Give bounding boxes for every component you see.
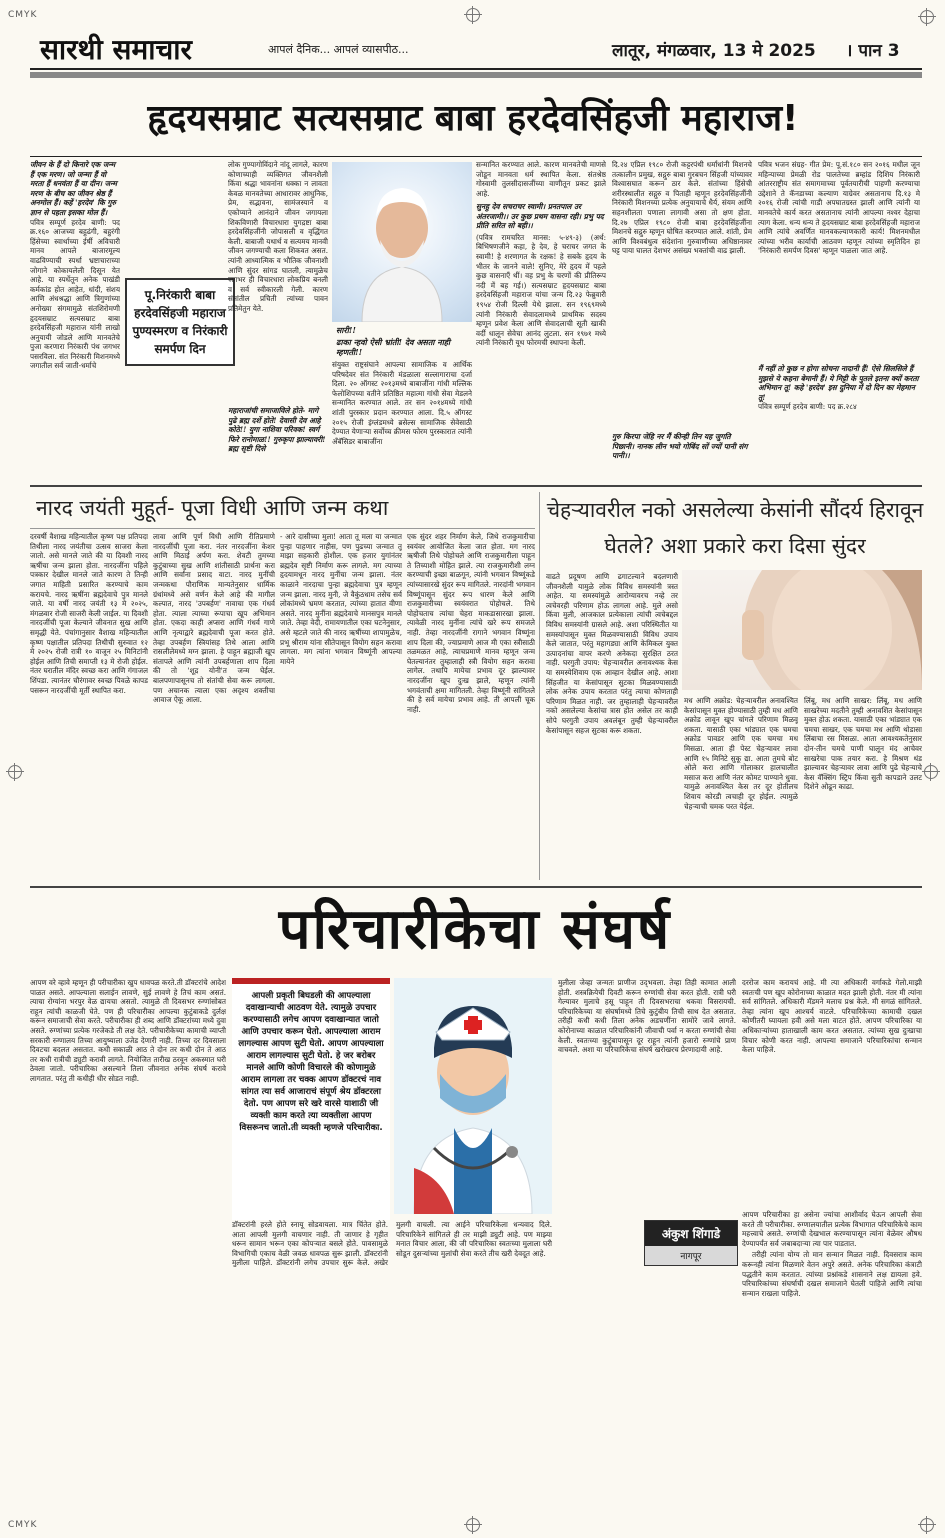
article1-col1-poem: जीवन के हैं दो किनारे एक जन्म हैं एक मरण। जो जन्मा हैं वो मरता हैं धनवंता हैं या दीन। जन्म मरण के बीच का जीवन श्रेष्ठ हैं अनमोल हैं। कहें 'हरदेव' कि गुरु ज्ञान से पहता इसका मोल हैं। — [30, 160, 117, 217]
article2-col2: लावा आणि पूर्ण विधी आणि रीतिप्रमाणे नारदजींची पूजा करा. नंतर नारदजींना केशर आणि मिठाई अर्पण करा. शेवटी तुमच्या कुटुंबाच्या सुख आणि शांतीसाठी प्रार्थना करा आणि सर्वांना प्रसाद वाटा. नारद मुनींची जन्मकथा पौराणिक मान्यतेनुसार धार्मिक ग्रंथांमध्ये असे वर्णन केले आहे की मागील कल्पात, नारद 'उपबर्हण' नावाचा एक गंधर्व होता. त्याला त्याच्या रूपाचा खूप अभिमान होता. एकदा काही अप्सरा आणि गंधर्व गाणे आणि नृत्याद्वारे ब्रह्मदेवाची पूजा करत होते. तेव्हा उपबर्हण स्त्रियांसह तिथे आला आणि रासलीलेमध्ये मग्न झाला. हे पाहून ब्रह्माजी खूप संतापले आणि त्यांनी उपबर्हणाला शाप दिला की तो 'शूद्र योनी'त जन्म घेईल. बालपणापासूनच तो संतांची सेवा करू लागला. पण अचानक त्याला एका अदृश्य शक्तीचा आवाज ऐकू आला. — [153, 532, 275, 705]
article4-col2: डॉक्टरांनी हरले होते स्नायू सोडवायला. मात्र चिंतेत होते. आता आपली मुलगी वाचणार नाही. ती जाणार हे गृहीत धरून सामान भरून एका कोपऱ्यात बसले होते. पावसामुळे विभागिची एकाच वेळी जवळ धावपळ सुरू झाली. डॉक्टरांनी मुलीला पाहिले. डॉक्टरांनी लगेच उपचार सुरू केले. अखेर मुलगी वाचली. त्या आईने परिचारिकेला धन्यवाद दिले. परिचारिकेने सांगितले ही तर माझी ड्युटी आहे. पण माझ्या मनात विचार आला, की जी परिचारिका स्वतःच्या मुलाला घरी सोडून दुसऱ्यांच्या मुलांची सेवा करते तीच खरी देवदूत आहे. — [232, 1220, 552, 1268]
page-number: । पान 3 — [846, 41, 900, 61]
article1-col4-text2: (पवित्र रामचरित मानस: ५-४९-३) (अर्थ: बिभिषणजीने कहा, हे देव, हे चराचर जगत के स्वामी! हे शरणागत के रक्षक! हे सबके हृदय के भीतर के जानने वाले! सुनिए, मेरे हृदय में पहले कुछ वासनाएँ थीं। वह प्रभु के चरणों की प्रीतिरूप नदी में बह गई।) सत्यसम्राट हृदयसम्राट बाबा हरदेवसिंहजी महाराज यांचा जन्म दि.२३ फेब्रुवारी १९५४ रोजी दिल्ली येथे झाला. सन १९६९मध्ये त्यांनी निरंकारी सेवादलामध्ये प्राथमिक सदस्य म्हणून प्रवेश केला आणि सेवादलाची सूती खाकी वर्दी धालून सेवेचा आनंद लुटला. सन १९७१ मध्ये त्यांनी निरंकारी यूथ फोरमची स्थापना केली. — [476, 232, 606, 348]
masthead-rule — [30, 68, 922, 70]
article1-col4 — [476, 160, 606, 480]
masthead-band — [30, 72, 922, 78]
article1-col5 — [612, 160, 752, 480]
article4-col1: आपण वरे व्हावे म्हणून ही परीचारीका खुप धावपळ करते.ती डॉक्टरांचे आदेश पाळत असते. आपल्याला सलाईन लावणे, सुई लावणे हे तिचं काम असतं. त्याचा रोग्यांना भरपुर वेळ द्यायचा असतो. त्यामुळे ती दिवसभर रुग्णांसोबत राहून त्यांची काळजी घेते. पण ही परिचारीका आपल्या कुटुंबाकडे दुर्लक्ष करून समाजाची सेवा करते. परीचारीका ही शब्द आणि डॉक्टरांच्या मध्ये दुवा असते. रुग्णांच्या प्रत्येक गरजेकडे ती लक्ष देते. परीचारीकेच्या कामाची व्याप्ती सरकारी रुग्णालय तिच्या आयुष्याला उजेड देणारी नाही. तिच्या दर दिवसाला दिवटचा बदलत असतात. कधी सकाळी आठ ते दोन तर कधी दोन ते आठ तर कधी रात्रीची ड्युटी करावी लागते. नियोजित तारीख ठरवून अकस्मात घरी ठेवला जातो. परीचारिका असल्याने तिला जीवनात अनेक संघर्ष करावे लागतात. परंतु ती कधीही धीर सोडत नाही. — [30, 978, 226, 1083]
byline-box — [644, 1220, 738, 1266]
article1-col5-text: दि.२४ एप्रिल १९८० रोजी कट्टरपंथी धर्मांधांनी मिशनचे तत्कालीन प्रमुख, सद्गुरु बाबा गुरबचन सिंहजी यांच्यावर विश्वासघात करून ठार केले. संतांच्या हिंसेची शरीरस्थालीत सद्गुरु व पिताही म्हणून हरदेवसिंहजींनी निरंकारी मिशनच्या प्रत्येक अनुयायाचे धैर्य, संयम आणि सहनशीलता पणाला लागावी असा तो क्षण होता. दि.२७ एप्रिल १९८० रोजी बाबा हरदेवसिंहजींना मिशनचे सद्गुरु म्हणून घोषित करण्यात आले. शांती, प्रेम आणि विश्वबंधुत्व संदेशांना गुरुवाणीच्या अधिष्ठानावर घट्ट पाया घालत देशभर असंख्य भक्तांची वाढ झाली. — [612, 160, 752, 256]
article1-col1-text: पवित्र सम्पूर्ण हरदेव बाणी: पद क्र.१६० आजच्या बहुढंगी, बहुरंगी हिंसेच्या स्वार्थाच्या ईर्षी अविचारी मानव आपले बाजारमूल्य वाढविण्याची स्पर्धा भ्रष्टाचाराच्या जोगाने कोकायलेली दिसून येत आहे. या स्पर्धेतून अनेक पाखंडी कर्मकांड होत आहेत, धांदी, संशय आणि अंधश्रद्धा आणि त्रिगुणांच्या अनोख्या संगमामुळे संतशिरोमणी हृदयसम्राट सत्यसम्राट बाबा हरदेवसिंहजी महाराज यांनी लाखो अनुयायी जोडले आणि मानवतेचे पुजा करणारा निरंकारी पंथ जगभर पसरविला. संत निरंकारी मिशनमध्ये जगातील सर्व जाती-धर्माचे — [30, 217, 120, 371]
article1-col6-end: पवित्र सम्पूर्ण हरदेव बाणी: पद क्र.२८४ — [758, 402, 857, 412]
quote-box-frame — [232, 978, 390, 1220]
woman-skin-photo — [682, 570, 922, 690]
article1-col2 — [228, 160, 328, 480]
article4-col4-cont: आपण परिचारीका हा असेना ज्यांचा आशीर्वाद घेऊन आपली सेवा करते ती परीचारीका. रुग्णालयातील प्रत्येक विभागात परिचारिकेचे काम महत्त्वाचे असते. रुग्णांची देखभाल करण्यापासून त्यांना वेळेवर औषध देण्यापर्यंत सर्व जबाबदाऱ्या त्या पार पाडतात. तरीही त्यांना योग्य तो मान सन्मान मिळत नाही. दिवसरात्र काम करूनही त्यांना मिळणारे वेतन अपुरे असते. अनेक परिचारिका कंत्राटी पद्धतीने काम करतात. त्यांच्या प्रश्नांकडे शासनाने लक्ष द्यायला हवे. परिचारिकांच्या संघर्षाची दखल समाजाने घेतली पाहिजे आणि त्यांचा सन्मान राखला पाहिजे. — [742, 1210, 922, 1298]
registration-mark-icon — [920, 10, 934, 24]
article1-col5-poem: गुरु किरपा जेहि नर मैं कीन्ही तिन यह जुगति पिछानी। नानक लीन भयो गोबिंद सों ज्यों पानी संग पानी।। — [612, 432, 748, 461]
article1-col2-text: लोक गुण्यागोविंदाने नांदू लागले, कारण कोणाच्याही व्यक्तिगत जीवनशैली किंवा श्रद्धा भावनांना धक्का न लावता केवळ मानवतेच्या आधारावर आधुनिक, प्रेम, सद्भावना, सामंजस्याने व एकोप्याने आनंदाने जीवन जगायला शिकविणारी विचारधारा युगद्रष्टा बाबा हरदेवसिंहजींनी जोपासली व वृद्धिंगत केली. बाबाजी यथार्थ व सत्यमय मानवी जीवन जगण्याची कला शिकवत असत. त्यांनी आध्यात्मिक व भौतिक जीवनाशी आणि सुंदर सांगड घातली, त्यामुळेच जगभर ही विचारधारा लोकप्रिय बनली व सर्व स्वीकारली गेली. कारण संतांतील प्रचिती त्यांच्या पावन प्रतिमेतुन येते. — [228, 160, 328, 313]
article1-col2-poem: महाराजांची समाजाविले होते- मागे पुढे ब्रह्म दर्शे होते! देवासी देव आहे कोठे!! युगा नाशिवा परिवक! स्वर्ग फिरे रानोमाळ!! गुरुकृपा झाल्यावरी! ब्रह्म सृष्टी दिसे — [228, 406, 326, 454]
article3-col1: वाढते प्रदूषण आणि ढगाटल्याने बदलणारी जीवनशैली यामुळे लोक विविध समस्यांनी त्रस्त आहेत. या समस्यांमुळे आरोग्यावरच नव्हे तर त्वचेवरही परिणाम होऊ लागला आहे. मुले असो किंवा मुली, आजकाल प्रत्येकाला त्यांची त्वचेबद्दल विविध समस्यांनी ग्रासले आहे. अशा परिस्थितीत या समस्यांपासून मुक्त मिळवण्यासाठी विविध उपाय केले जातात, परंतु महागड्या आणि केमिकल युक्त उत्पादनांचा वापर करणे अनेकदा सुरक्षित ठरत नाही. घरगुती उपाय: चेहऱ्यावरील अनावश्यक केस या समस्येशिवाय एक आव्हान देखील आहे. आशा सिंहजीत या केसांपासून सुटका मिळवण्यासाठी लोक अनेक उपाय करतात परंतु त्याचा कोणताही परिणाम मिळत नाही. जर तुम्हालाही चेहऱ्यावरील नको असलेल्या केसांचा त्रास होत असेल तर काही सोपे घरगुती उपाय अवलंबून तुम्ही चेहऱ्यावरील केसांपासून सहज सुटका करू शकता. — [546, 572, 678, 735]
article1-col4-text: सन्मानित करण्यात आले. कारण मानवतेची माणसे जोडून मानवता धर्म स्थापित केला. संतश्रेष्ठ गोस्वामी तुलसीदासजींच्या वाणीतून प्रकट झाले आहे. — [476, 160, 606, 198]
face-illustration — [682, 570, 922, 690]
registration-mark-icon — [8, 765, 22, 779]
nurse-icon — [394, 978, 552, 1214]
article3-col3: लिंबू, मध आणि साखर: लिंबू, मध आणि साखरेच्या मदतीने तुम्ही अनावशित केसांपासून मुक्त होऊ शकता. यासाठी एका भांड्यात एक चमचा साखर, एक चमचा मध आणि थोडासा लिंबाचा रस मिसळा. आता आवश्यकतेनुसार दोन-तीन चमचे पाणी घालून मंद आचेवर साखरेचा पाक तयार करा. हे मिश्रण थंड झाल्यावर चेहऱ्यावर लावा आणि पुढे चेहऱ्याचे केस वॅक्सिंग स्ट्रिप किंवा सुती कापडाने उलट दिशेने ओढून काढा. — [804, 696, 922, 792]
article4-headline: परिचारीकेचा संघर्ष — [278, 897, 672, 962]
baba-portrait-photo — [332, 162, 472, 322]
article3-col2: मध आणि अक्रोड: चेहऱ्यावरील अनावश्यित केसांपासून मुक्त होण्यासाठी तुम्ही मध आणि अक्रोड लावून खूप चांगले परिणाम मिळवू शकता. यासाठी एका भांड्यात एक चमचा अक्रोड पावडर आणि एक चमचा मध मिसळा. आता ही पेस्ट चेहऱ्यावर लावा आणि १५ मिनिटे सुकू द्या. आता तुमचे बोट ओले करा आणि गोलाकार हालचालीत मसाज करा आणि नंतर कोमट पाण्याने धुवा. यामुळे अनावश्यित केस तर दूर होतीलच शिवाय कोरडी त्वचाही दूर होईल. त्यामुळे चेहऱ्याची चमक परत येईल. — [684, 696, 798, 811]
memorial-box-title: पू.निरंकारी बाबा हरदेवसिंहजी महाराज पुण्यस्मरण व निरंकारी समर्पण दिन — [125, 278, 235, 366]
photo-caption-1: सारी!! — [336, 325, 356, 335]
newspaper-tagline: आपलं दैनिक... आपलं व्यासपीठ... — [268, 43, 409, 56]
article2-col4: एक सुंदर शहर निर्माण केले, जिथे राजकुमारीचा स्वयंवर आयोजित केला जात होता. मग नारद ऋषीजी तिथे पोहोचले आणि राजकुमारीला पाहून ते तिच्याशी मोहित झाले. त्या राजकुमारीशी लग्न करण्याची इच्छा बाळगून, त्यांनी भगवान विष्णूंकडे त्यांच्यासारखे सुंदर रूप मागितले. नारदांनी भगवान विष्णूंपासून सुंदर रूप धारण केले आणि राजकुमारीच्या स्वयंवरात पोहोचले. तिथे पोहोचताच त्यांचा चेहरा माकडासारखा झाला. त्यावेळी नारद मुनींना त्यांचे खरे रूप समजले नाही. तेव्हा नारदजींनी रागाने भगवान विष्णूंना शाप दिला की, ज्याप्रमाणे आज मी एका स्त्रीसाठी तळमळत आहे, त्याचप्रमाणे मानव म्हणून जन्म घेतल्यानंतर तुम्हालाही स्त्री वियोग सहन करावा लागेल. तथापि मायेचा प्रभाव दूर झाल्यावर नारदजींना खूप दुःख झाले, म्हणून त्यांनी भगवंताची क्षमा मागितली. तेव्हा विष्णूंनी सांगितले की हे सर्व मायेचा प्रभाव आहे. ती आपली चूक नाही. — [407, 532, 535, 714]
article1-col1 — [30, 160, 120, 475]
cmyk-mark-top: CMYK — [8, 10, 38, 20]
article3-headline: चेहऱ्यावरील नको असलेल्या केसांनी सौंदर्य हिरावून घेतले? अशा प्रकारे करा दिसा सुंदर — [546, 498, 924, 558]
article1-col6 — [758, 160, 920, 480]
photo-caption-2: ढाका न्हवो ऐसी भ्रांती! देव असता नाही म्हणती!! — [336, 337, 451, 357]
article2-col1: दरवर्षी वैशाख महिन्यातील कृष्ण पक्ष प्रतिपदा तिथीला नारद जयंतीचा उत्सव साजरा केला जातो. असे मानले जाते की या दिवशी नारद ऋषींचा जन्म झाला होता. नारदजींना पहिले पत्रकार देखील मानले जाते कारण ते तिन्ही जगात माहिती प्रसारित करण्याचे काम करायचे. नारद ऋषींना ब्रह्मदेवाचे पुत्र मानले जाते. या वर्षी नारद जयंती १३ मे २०२५, मंगळवार रोजी साजरी केली जाईल. या दिवशी नारदजींची पूजा केल्याने जीवनात सुख आणि समृद्धी येते. पंचांगानुसार वैशाख महिन्यातील कृष्ण पक्षातील प्रतिपदा तिथीची सुरुवात १२ मे २०२५ रोजी रात्री १० वाजून २५ मिनिटांनी होईल आणि तिची समाप्ती १३ मे रोजी होईल. नंतर घरातील मंदिर स्वच्छ करा आणि गंगाजल शिंपडा. त्यानंतर चौरंगावर स्वच्छ पिवळे कापड पसरून नारदजींची मूर्ती स्थापित करा. — [30, 532, 148, 695]
article2-col3: - आरे दासीच्या मुला! आता तू मला या जन्मात पुन्हा पाहणार नाहीस, पण पुढच्या जन्मात तू माझा सहकारी होशील. एक हजार युगांनंतर ब्रह्मदेव सृष्टी निर्माण करू लागले. मग त्याच्या हृदयामधून नारद मुनींचा जन्म झाला. नंतर काळाने नारदाचा पुन्हा ब्रह्मदेवाचा पुत्र म्हणून जन्म झाला. नारद मुनी, जे वैकुंठधाम तसेच सर्व लोकांमध्ये भ्रमण करतात, त्यांच्या हातात वीणा असते. नारद मुनींना ब्रह्मदेवाचे मानसपुत्र मानले जाते. तेव्हा वेदी, रामायणातील एका घटनेनुसार, असे म्हटले जाते की नारद ऋषींच्या शापामुळेच, प्रभू श्रीराम यांना सीतेपासून वियोग सहन करावा लागला. मग त्यांना भगवान विष्णूंनी आपल्या मायेने — [280, 532, 402, 666]
article4-col4: दररोज काम करायचं आहे. मी त्या अधिकारी वर्गाकडे गेलो.माझी स्वतःची पण खूप कोरोनाच्या काळात मदत झाली होती. नंतर मी त्यांना सर्व सांगितले. अधिकारी मॅडमने मलाच प्रश्न केले. मी सगळं सांगितले. तेव्हा त्यांना खूप आश्चर्य वाटले. परिचारिकेच्या कामाची दखल कोणीतरी घ्यायला हवी असे मला वाटत होते. आपण परिचारिका या अधिकाऱ्यांच्या हाताखाली काम करत असतात. त्यांच्या सुख दुःखाचा विचार कोणी करत नाही. आपल्या समाजाने परिचारिकांचा सन्मान केला पाहिजे. — [742, 978, 922, 1055]
article1-col4-poem: सुनहु देव सचराचर स्वामी। प्रनतपाल उर अंतरजामी।। उर कुछ प्रथम वासना रही। प्रभु पद प्रीति सरित सो बही।। — [476, 202, 604, 231]
newspaper-title: सारथी समाचार — [40, 33, 192, 66]
registration-mark-icon — [920, 1518, 934, 1532]
registration-mark-icon — [924, 765, 938, 779]
portrait-illustration — [332, 162, 472, 322]
byline-place: नागपूर — [680, 1252, 702, 1262]
byline-name: अंकुश शिंगाडे — [645, 1221, 737, 1246]
article4-col3: मुलीला जेव्हा जन्मतः प्राणीज उद्‌भवला. तेव्हा तिही कामात आली होती. शस्त्रक्रियेची दिवटी करून रुग्णांची सेवा करत होती. रात्री घरी गेल्यावर मुलाचे हसू पाहून ती दिवसभराचा थकवा विसरायची. परिचारिकेच्या या संघर्षामध्ये तिचे कुटुंबीय तिची साथ देत असतात. तरीही कधी कधी तिला अनेक अडचणींना सामोरे जावे लागते. कोरोनाच्या काळात परिचारिकांनी जीवाची पर्वा न करता रुग्णांची सेवा केली. स्वतःच्या कुटुंबापासून दूर राहून त्यांनी हजारो रुग्णांचे प्राण वाचवले. अशा या परिचारिकेचा संघर्ष खरोखरच प्रेरणादायी आहे. — [558, 978, 736, 1055]
registration-mark-icon — [466, 8, 480, 22]
article1-col6-poem: मैं नहीं तो कुछ न होगा सोचना नादानी हैं! ऐसे सिलसिले हैं मुझसे ये कहना बेमानी हैं। ये मिट्टी के पुतले इतना क्यों करता अभिमान तू! कहे 'हरदेव' इस दुनिया में दो दिन का मेहमान तू! — [758, 364, 919, 402]
article2-headline: नारद जयंती मुहूर्त- पूजा विधी आणि जन्म कथा — [36, 496, 389, 520]
section-divider — [30, 485, 922, 487]
article1-headline: हृदयसम्राट सत्यसम्राट बाबा हरदेवसिंहजी महाराज! — [147, 98, 799, 139]
cmyk-mark-bottom: CMYK — [8, 1520, 38, 1530]
nurse-illustration — [394, 978, 552, 1214]
article1-col3: संयुक्त राष्ट्रसंघाने आपल्या सामाजिक व आर्थिक परिषदेवर संत निरंकारी मंडळाला सल्लागाराचा दर्जा दिला. २० ऑगस्ट २०१३मध्ये बाबाजींना गांधी मल्लिक फेलोशिपच्या वतीने प्रतिष्ठित महात्मा गांधी सेवा मेडलने सन्मानित करण्यात आले. तर सन २०१४मध्ये गांधी शांती पुरस्कार प्रदान करण्यात आला. दि.५ ऑगस्ट २०१५ रोजी इंग्लंडमध्ये ब्रसेल्स सामाजिक सेवेसाठी देण्यात येणाऱ्या सर्वोच्च क्रीमस फोरम पुरस्कारात त्यांनी अँबॅसिडर बाबाजींना — [332, 360, 472, 446]
article4-quote: आपली प्रकृती बिघडली की आपल्याला दवाखान्याची आठवण येते. त्यामुळे उपचार करण्यासाठी लगेच आपण दवाखान्यात जातो आणि उपचार करून घेतो. आपल्याला आराम लागल्यास आपण सुटी घेतो. आपण आपल्याला आराम लागल्यास सुटी घेतो. हे जर बरोबर मानले आणि कोणी विचारले की कोणामुळे आराम लागला तर चक्क आपण डॉक्टरचं नाव सांगत त्या सर्व आजाराचं संपूर्ण श्रेय डॉक्टरला देतो. पण आपण सरे खरे वारसे याशाठी जी व्यक्ती काम करते त्या व्यक्तीला आपण विसरूनच जातो.ती व्यक्ती म्हणजे परिचारीका. — [232, 984, 390, 1214]
section-divider-2 — [30, 886, 922, 888]
headline-rule — [30, 156, 922, 157]
article2-rule — [30, 528, 535, 529]
dateline: लातूर, मंगळवार, 13 मे 2025 — [612, 41, 816, 61]
article1-col6-text: पवित्र भजन संग्रह- गीत प्रेम: पू.सं.१८० सन २०१६ मधील जून महिन्याच्या प्रेमळी रोड पालतेच्या ब्रम्हांड दिशिय निरंकारी आंतरराष्ट्रीय संत समागमाच्या पूर्वतयारीची पाहणी करण्याचा उद्देशाने ते कॅनडाच्या कल्याण याग्रेवर असतानाच दि.१३ मे २०१६ रोजी त्यांची गाडी अपघातग्रस्त झाली आणि त्यांनी या मानवतेचे कार्य करत असतानाच त्यांनी आपल्या नश्वर देहाचा त्याग केला. धन्य धन्य ते हृदयसम्राट बाबा हरदेवसिंहजी महाराज आणि त्यांचे अवर्णित मानवकल्याणकारी कार्य! मिशनमधील त्यांच्या भरीव कार्याची आठवण म्हणून त्यांच्या स्मृतिदिन हा 'निरंकारी समर्पण दिवस' म्हणून पाळला जात आहे. — [758, 160, 920, 256]
registration-mark-icon — [466, 1518, 480, 1532]
column-divider — [539, 492, 540, 880]
